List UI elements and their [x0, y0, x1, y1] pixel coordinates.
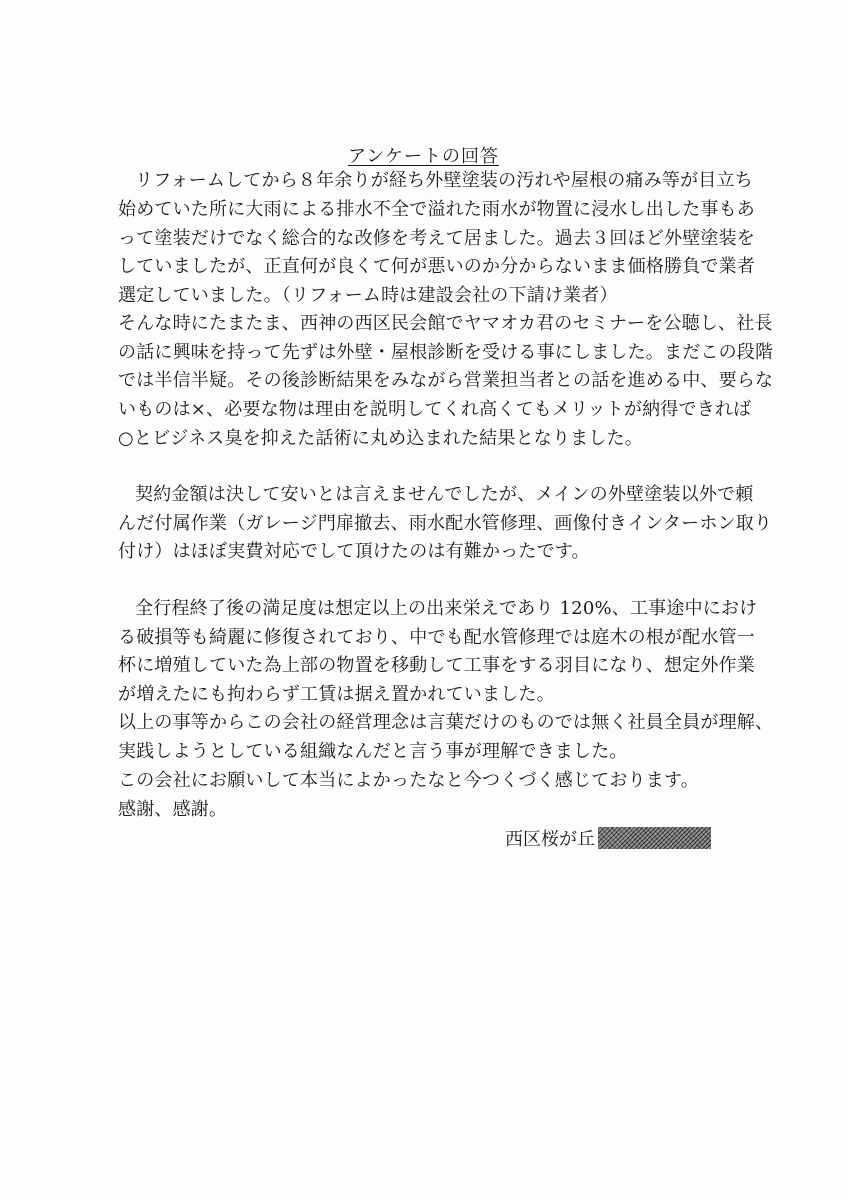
- body-line: では半信半疑。その後診断結果をみながら営業担当者との話を進める中、要らな: [118, 370, 774, 391]
- body-line: 付け）はほぼ実費対応でして頂けたのは有難かったです。: [118, 541, 590, 562]
- body-line: 実践しようとしている組織なんだと言う事が理解できました。: [118, 741, 628, 762]
- body-line: の話に興味を持って先ずは外壁・屋根診断を受ける事にしました。まだこの段階: [118, 342, 774, 363]
- body-line: そんな時にたまたま、西神の西区民会館でヤマオカ君のセミナーを公聴し、社長: [118, 313, 773, 334]
- redacted-name-block: [598, 827, 711, 849]
- body-line: この会社にお願いして本当によかったなと今つくづく感じております。: [118, 770, 699, 791]
- body-line: 感謝、感謝。: [118, 799, 228, 820]
- body-line: していましたが、正直何が良くて何が悪いのか分からないまま価格勝負で業者: [118, 256, 755, 277]
- body-line: 始めていた所に大雨による排水不全で溢れた雨水が物置に浸水し出した事もあ: [118, 199, 755, 220]
- body-line: いものは×、必要な物は理由を説明してくれ高くてもメリットが納得できれば: [118, 399, 752, 420]
- body-line: って塗装だけでなく総合的な改修を考えて居ました。過去３回ほど外壁塗装を: [118, 228, 755, 249]
- body-line: 全行程終了後の満足度は想定以上の出来栄えであり 120%、工事途中におけ: [135, 598, 758, 619]
- body-line: が増えたにも拘わらず工賃は据え置かれていました。: [118, 684, 555, 705]
- body-line: る破損等も綺麗に修復されており、中でも配水管修理では庭木の根が配水管一: [118, 627, 755, 648]
- body-line: 杯に増殖していた為上部の物置を移動して工事をする羽目になり、想定外作業: [118, 655, 755, 676]
- body-line: 選定していました。（リフォーム時は建設会社の下請け業者）: [118, 285, 618, 306]
- document-title: アンケートの回答: [348, 146, 499, 167]
- body-line: ○とビジネス臭を抑えた話術に丸め込まれた結果となりました。: [118, 428, 643, 449]
- body-line: 契約金額は決して安いとは言えませんでしたが、メインの外壁塗装以外で頼: [135, 484, 754, 505]
- body-line: んだ付属作業（ガレージ門扉撤去、雨水配水管修理、画像付きインターホン取り: [118, 513, 773, 534]
- body-line: リフォームしてから８年余りが経ち外壁塗装の汚れや屋根の痛み等が目立ち: [135, 170, 753, 191]
- body-line: 以上の事等からこの会社の経営理念は言葉だけのものでは無く社員全員が理解、: [118, 712, 774, 733]
- signature-location: 西区桜が丘: [505, 829, 595, 850]
